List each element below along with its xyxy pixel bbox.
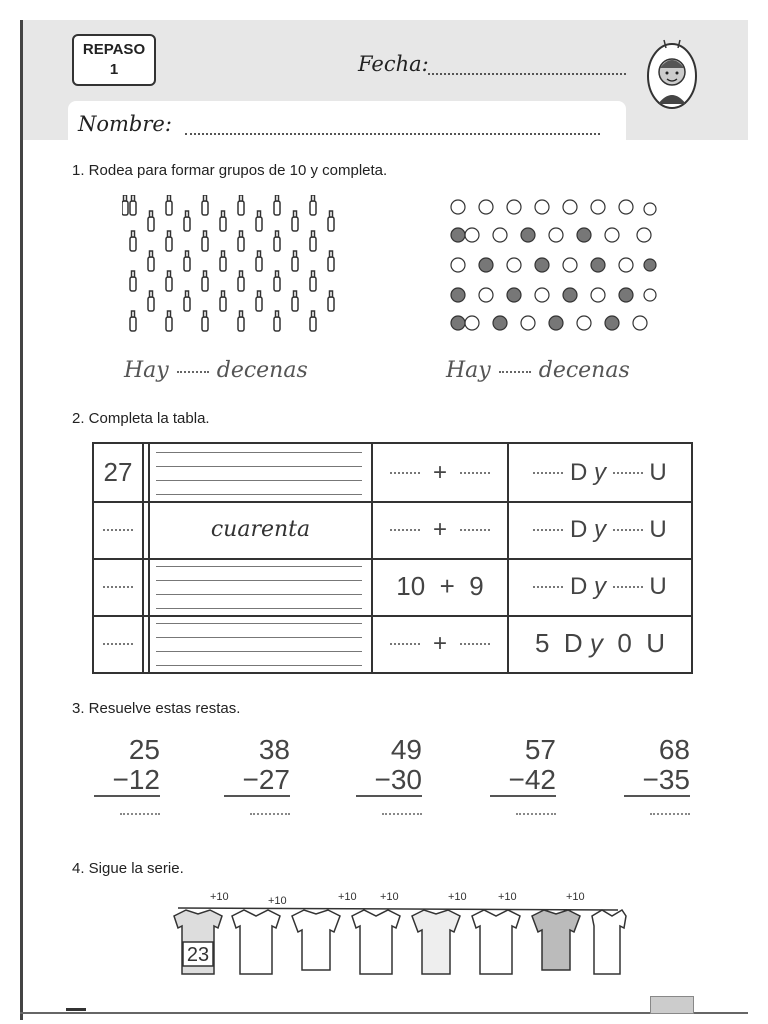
number-table xyxy=(92,442,693,674)
word-writing-lines[interactable] xyxy=(156,452,362,496)
answer-blank[interactable] xyxy=(460,643,490,645)
bottles-group-icon xyxy=(122,195,352,345)
step-label: +10 xyxy=(268,895,287,907)
answer-blank[interactable] xyxy=(533,529,563,531)
answer-blank[interactable] xyxy=(390,643,420,645)
page-border xyxy=(20,20,23,1020)
units-value: 0 xyxy=(617,628,632,658)
minuend: 49 xyxy=(390,734,422,765)
minuend: 25 xyxy=(128,734,160,765)
answer-blank[interactable] xyxy=(250,813,290,815)
table-sum-cell xyxy=(373,558,507,615)
subtraction-4 xyxy=(490,735,556,815)
step-label: +10 xyxy=(380,891,399,903)
subtrahend: 35 xyxy=(658,764,690,795)
section-3-title: 3. Resuelve estas restas. xyxy=(72,700,241,717)
table-sum-cell xyxy=(373,501,507,558)
answer-blank[interactable] xyxy=(533,472,563,474)
y-label: y xyxy=(594,458,606,486)
y-label: y xyxy=(589,628,603,658)
plus-sign: + xyxy=(432,458,447,486)
y-label: y xyxy=(594,515,606,543)
subtraction-1 xyxy=(94,735,160,815)
table-decomposition-cell xyxy=(509,444,691,501)
subtrahend: 30 xyxy=(390,764,422,795)
series-start-number: 23 xyxy=(186,944,210,966)
answer-blank[interactable] xyxy=(460,472,490,474)
decenas-word: decenas xyxy=(216,358,308,383)
step-label: +10 xyxy=(498,891,517,903)
minus-sign: − xyxy=(112,764,129,795)
shirts-series-icon xyxy=(168,886,628,986)
word-writing-lines[interactable] xyxy=(156,623,362,667)
table-number-cell xyxy=(94,501,142,558)
step-label: +10 xyxy=(566,891,585,903)
answer-blank[interactable] xyxy=(103,643,133,645)
answer-blank[interactable] xyxy=(390,472,420,474)
subtraction-2 xyxy=(224,735,290,815)
plus-sign: + xyxy=(439,571,455,601)
repaso-badge xyxy=(72,34,156,86)
minuend: 68 xyxy=(658,734,690,765)
repaso-number: 1 xyxy=(109,61,119,78)
answer-blank[interactable] xyxy=(390,529,420,531)
decenas-word: decenas xyxy=(538,358,630,383)
table-number-cell xyxy=(94,558,142,615)
subtraction-5 xyxy=(624,735,690,815)
footer-mark xyxy=(66,1008,86,1011)
table-decomposition-cell xyxy=(509,558,691,615)
word-writing-lines[interactable] xyxy=(156,566,362,610)
minus-sign: − xyxy=(642,764,659,795)
page-border-bottom xyxy=(20,1012,748,1014)
answer-blank[interactable] xyxy=(120,813,160,815)
subtrahend: 42 xyxy=(524,764,556,795)
answer-blank[interactable] xyxy=(613,529,643,531)
u-label: U xyxy=(646,628,666,658)
y-label: y xyxy=(594,572,606,600)
step-label: +10 xyxy=(448,891,467,903)
step-label: +10 xyxy=(210,891,229,903)
d-label: D xyxy=(569,572,588,600)
page-number-tab xyxy=(650,996,694,1014)
minuend: 57 xyxy=(524,734,556,765)
answer-blank[interactable] xyxy=(499,371,531,373)
answer-blank[interactable] xyxy=(103,586,133,588)
answer-blank[interactable] xyxy=(516,813,556,815)
mushrooms-group-icon xyxy=(448,195,658,345)
section-4-title: 4. Sigue la serie. xyxy=(72,860,184,877)
table-decomposition-cell xyxy=(509,615,691,672)
answer-blank[interactable] xyxy=(460,529,490,531)
fecha-label: Fecha: xyxy=(358,52,429,76)
repaso-label: REPASO xyxy=(82,41,146,58)
section-2-title: 2. Completa la tabla. xyxy=(72,410,210,427)
answer-blank[interactable] xyxy=(613,472,643,474)
fecha-field[interactable] xyxy=(428,73,626,75)
minuend: 38 xyxy=(258,734,290,765)
hay-decenas-right xyxy=(446,358,630,383)
minus-sign: − xyxy=(508,764,525,795)
subtrahend: 27 xyxy=(258,764,290,795)
table-word-cell: cuarenta xyxy=(210,517,311,542)
d-label: D xyxy=(569,458,588,486)
subtrahend: 12 xyxy=(128,764,160,795)
child-avatar-icon xyxy=(646,38,698,110)
answer-blank[interactable] xyxy=(382,813,422,815)
subtraction-3 xyxy=(356,735,422,815)
table-sum-cell xyxy=(373,444,507,501)
addend: 10 xyxy=(396,571,426,601)
answer-blank[interactable] xyxy=(177,371,209,373)
table-number-cell xyxy=(94,615,142,672)
minus-sign: − xyxy=(242,764,259,795)
nombre-field[interactable] xyxy=(185,133,600,135)
nombre-label: Nombre: xyxy=(78,112,172,136)
step-label: +10 xyxy=(338,891,357,903)
table-decomposition-cell xyxy=(509,501,691,558)
minus-sign: − xyxy=(374,764,391,795)
hay-decenas-left xyxy=(124,358,308,383)
hay-word: Hay xyxy=(124,358,169,383)
answer-blank[interactable] xyxy=(533,586,563,588)
u-label: U xyxy=(649,572,667,600)
section-1-title: 1. Rodea para formar grupos de 10 y completa. xyxy=(72,162,388,179)
answer-blank[interactable] xyxy=(650,813,690,815)
tens-value: 5 xyxy=(534,628,550,658)
answer-blank[interactable] xyxy=(103,529,133,531)
table-sum-cell xyxy=(373,615,507,672)
u-label: U xyxy=(649,515,667,543)
table-number-cell: 27 xyxy=(103,457,133,487)
addend: 9 xyxy=(469,571,484,601)
plus-sign: + xyxy=(432,515,447,543)
d-label: D xyxy=(563,628,583,658)
answer-blank[interactable] xyxy=(613,586,643,588)
u-label: U xyxy=(649,458,667,486)
d-label: D xyxy=(569,515,588,543)
hay-word: Hay xyxy=(446,358,491,383)
plus-sign: + xyxy=(432,629,447,657)
